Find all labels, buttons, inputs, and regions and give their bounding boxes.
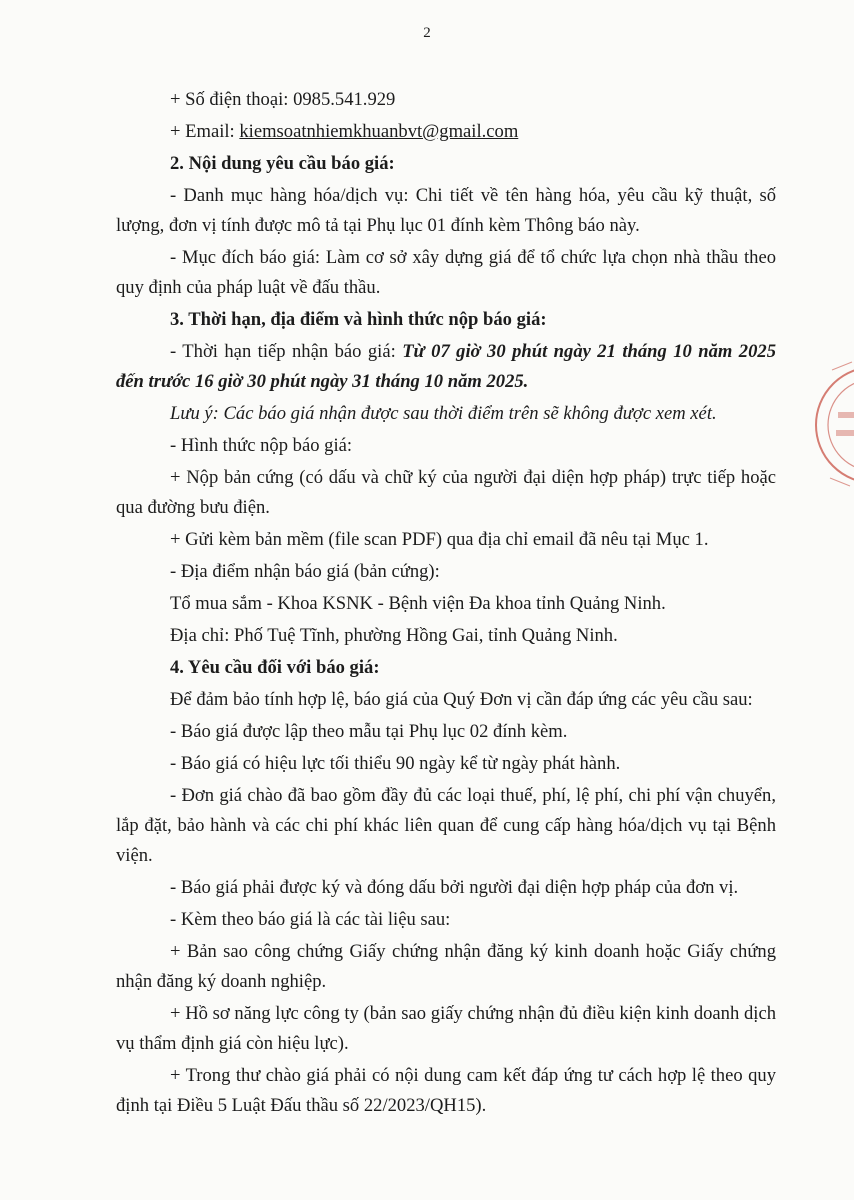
section3-location-unit: Tổ mua sắm - Khoa KSNK - Bệnh viện Đa khoa tỉnh Quảng Ninh. [170,593,666,614]
section2-heading: 2. Nội dung yêu cầu báo giá: [170,153,395,174]
section3-note: Lưu ý: Các báo giá nhận được sau thời điểm trên sẽ không được xem xét. [170,403,717,424]
section4-item-5: - Kèm theo báo giá là các tài liệu sau: [170,909,451,930]
section2-item-2: - Mục đích báo giá: Làm cơ sở xây dựng giá để tổ chức lựa chọn nhà thầu theo quy định của pháp luật về đấu thầu. [116,247,776,298]
contact-email-prefix: + Email: [170,121,240,142]
section3-heading: 3. Thời hạn, địa điểm và hình thức nộp báo giá: [170,309,547,330]
contact-email-link[interactable]: kiemsoatnhiemkhuanbvt@gmail.com [239,121,519,142]
section3-method-item-1: + Nộp bản cứng (có dấu và chữ ký của người đại diện hợp pháp) trực tiếp hoặc qua đường bưu điện. [116,467,776,518]
section4-item-8: + Trong thư chào giá phải có nội dung cam kết đáp ứng tư cách hợp lệ theo quy định tại Điều 5 Luật Đấu thầu số 22/2023/QH15). [116,1065,776,1116]
deadline-label: - Thời hạn tiếp nhận báo giá: [170,341,403,362]
section2-item-1: - Danh mục hàng hóa/dịch vụ: Chi tiết về tên hàng hóa, yêu cầu kỹ thuật, số lượng, đơn vị tính được mô tả tại Phụ lục 01 đính kèm Thông báo này. [116,185,776,236]
section4-item-2: - Báo giá có hiệu lực tối thiểu 90 ngày kể từ ngày phát hành. [170,753,621,774]
contact-phone: + Số điện thoại: 0985.541.929 [170,89,396,110]
section3-location-address: Địa chỉ: Phố Tuệ Tĩnh, phường Hồng Gai, tỉnh Quảng Ninh. [170,625,618,646]
section4-item-1: - Báo giá được lập theo mẫu tại Phụ lục 02 đính kèm. [170,721,568,742]
contact-email-line [116,117,776,147]
section3-method-item-2: + Gửi kèm bản mềm (file scan PDF) qua địa chỉ email đã nêu tại Mục 1. [170,529,709,550]
section4-item-6: + Bản sao công chứng Giấy chứng nhận đăng ký kinh doanh hoặc Giấy chứng nhận đăng ký doanh nghiệp. [116,941,776,992]
section4-intro: Để đảm bảo tính hợp lệ, báo giá của Quý Đơn vị cần đáp ứng các yêu cầu sau: [170,689,753,710]
deadline-value: Từ 07 giờ 30 phút ngày 21 tháng 10 năm 2025 đến trước 16 giờ 30 phút ngày 31 tháng 10 năm 2025. [116,341,776,392]
page-number: 2 [423,25,431,41]
section3-location-label: - Địa điểm nhận báo giá (bản cứng): [170,561,440,582]
section4-item-3: - Đơn giá chào đã bao gồm đầy đủ các loại thuế, phí, lệ phí, chi phí vận chuyển, lắp đặt, bảo hành và các chi phí khác liên quan để cung cấp hàng hóa/dịch vụ tại Bệnh viện. [116,785,776,866]
section4-item-4: - Báo giá phải được ký và đóng dấu bởi người đại diện hợp pháp của đơn vị. [170,877,739,898]
red-seal-partial [812,350,854,500]
section4-heading: 4. Yêu cầu đối với báo giá: [170,657,380,678]
document-body [116,85,776,1123]
section3-method-label: - Hình thức nộp báo giá: [170,435,353,456]
section4-item-7: + Hồ sơ năng lực công ty (bản sao giấy chứng nhận đủ điều kiện kinh doanh dịch vụ thẩm định giá còn hiệu lực). [116,1003,776,1054]
section3-deadline [116,337,776,397]
